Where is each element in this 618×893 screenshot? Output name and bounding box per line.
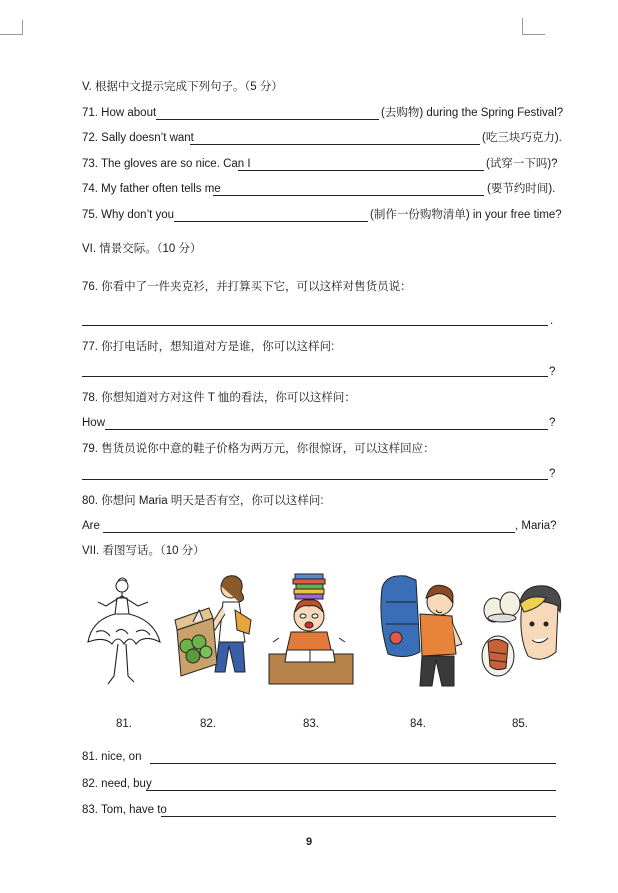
page-number: 9 — [305, 836, 313, 848]
corner-mark-right — [522, 18, 545, 35]
q78-prompt: 78. 你想知道对方对这件 T 恤的看法，你可以这样问： — [82, 392, 356, 404]
q76-end: . — [550, 315, 554, 327]
q72-blank[interactable] — [190, 144, 480, 145]
w83-blank[interactable] — [161, 816, 556, 817]
w81-blank[interactable] — [150, 763, 556, 764]
q79-prompt: 79. 售货员说你中意的鞋子价格为两万元，你很惊讶，可以这样回应： — [82, 443, 435, 455]
q73-text: 73. The gloves are so nice. Can I — [82, 158, 251, 170]
q77-prompt: 77. 你打电话时，想知道对方是谁，你可以这样问: — [82, 341, 335, 353]
corner-mark-left — [0, 20, 23, 35]
q72-hint: (吃三块巧克力). — [482, 132, 562, 144]
q76-blank[interactable] — [82, 325, 548, 326]
q78-blank[interactable] — [105, 429, 548, 430]
q80-blank[interactable] — [103, 532, 515, 533]
w82-blank[interactable] — [146, 790, 556, 791]
q79-end: ? — [549, 468, 556, 480]
picture-85-food — [480, 572, 564, 692]
q77-blank[interactable] — [82, 376, 548, 377]
q73-blank[interactable] — [238, 170, 484, 171]
picture-83-student — [265, 572, 357, 692]
q77-end: ? — [549, 366, 556, 378]
section-5-title: V. 根据中文提示完成下列句子。（5 分） — [82, 81, 283, 93]
picture-84-number: 84. — [410, 718, 426, 730]
q78-end: ? — [549, 417, 556, 429]
q74-blank[interactable] — [213, 195, 484, 196]
q79-blank[interactable] — [82, 479, 548, 480]
picture-82-shopper — [173, 572, 261, 692]
q78-start: How — [82, 417, 106, 429]
picture-82-number: 82. — [200, 718, 216, 730]
q80-end: , Maria? — [515, 520, 557, 532]
q71-text: 71. How about — [82, 107, 157, 119]
w81-label: 81. nice, on — [82, 751, 142, 763]
w83-label: 83. Tom, have to — [82, 804, 167, 816]
q80-prompt: 80. 你想问 Maria 明天是否有空，你可以这样问: — [82, 495, 324, 507]
picture-84-backpacker — [376, 572, 468, 692]
q80-start: Are — [82, 520, 100, 532]
q74-text: 74. My father often tells me — [82, 183, 221, 195]
picture-81-number: 81. — [116, 718, 132, 730]
q76-prompt: 76. 你看中了一件夹克衫，并打算买下它，可以这样对售货员说： — [82, 281, 412, 293]
section-7-title: VII. 看图写话。（10 分） — [82, 545, 205, 557]
q74-hint: (要节约时间). — [487, 183, 556, 195]
q75-hint: (制作一份购物清单) in your free time? — [370, 209, 562, 221]
q75-blank[interactable] — [174, 221, 368, 222]
q72-text: 72. Sally doesn’t want — [82, 132, 194, 144]
q71-hint: (去购物) during the Spring Festival? — [381, 107, 564, 119]
picture-85-number: 85. — [512, 718, 528, 730]
q75-text: 75. Why don’t you — [82, 209, 175, 221]
section-6-title: VI. 情景交际。（10 分） — [82, 243, 202, 255]
q73-hint: (试穿一下吗)? — [486, 158, 558, 170]
picture-83-number: 83. — [303, 718, 319, 730]
q71-blank[interactable] — [156, 119, 379, 120]
w82-label: 82. need, buy — [82, 778, 152, 790]
picture-81-dancer — [84, 572, 164, 692]
